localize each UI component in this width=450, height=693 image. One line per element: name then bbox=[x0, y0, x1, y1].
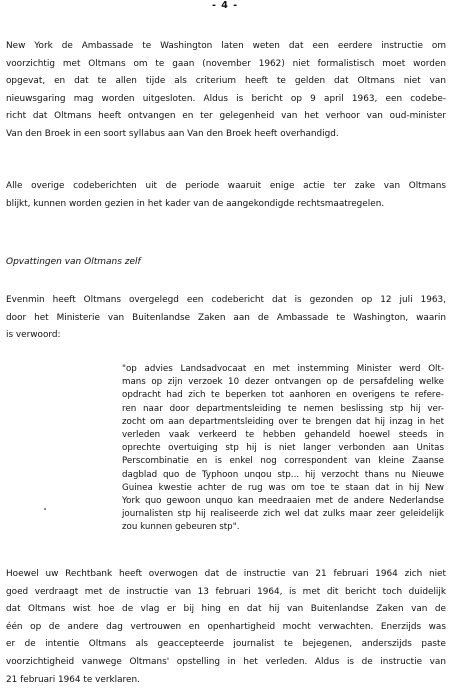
text-line: nieuwsgaring mag worden uitgesloten. Aldus is bericht op 9 april 1963, een codebe- bbox=[6, 93, 446, 104]
text-line: Evenmin heeft Oltmans overgelegd een codebericht dat is gezonden op 12 juli 1963, bbox=[6, 295, 446, 305]
quote-line: zou kunnen gebeuren stp". bbox=[122, 522, 240, 533]
text-line: richt dat Oltmans heeft ontvangen en ter gelegenheid van het verhoor van oud-minister bbox=[6, 111, 446, 122]
text-line: Alle overige codeberichten uit de periode waaruit enige actie ter zake van Oltmans bbox=[6, 181, 446, 191]
quote-line: dagblad quo de Typhoon unqou stp... hij verzocht thans nu Nieuwe bbox=[122, 469, 444, 480]
page-number: - 4 - bbox=[211, 0, 239, 11]
text-line: voorzichtig met Oltmans om te gaan (november 1962) niet formalistisch moet worden bbox=[6, 58, 446, 69]
text-line: is verwoord: bbox=[6, 330, 61, 341]
text-line: dat Oltmans wist hoe de vlag er bij hing en dat hij van Buitenlandse Zaken van de bbox=[6, 604, 446, 615]
quote-line: "op advies Landsadvocaat en met instemming Minister werd Olt- bbox=[122, 364, 444, 374]
quote-line: oprechte overtuiging stp hij is niet langer verbonden aan Unitas bbox=[122, 443, 444, 454]
text-line: Van den Broek in een soort syllabus aan Van den Broek heeft overhandigd. bbox=[6, 128, 339, 139]
text-line: 21 februari 1964 te verklaren. bbox=[6, 674, 140, 685]
quote-line: opdracht had zich te beperken tot aanhoren en overigens te referе- bbox=[122, 390, 444, 401]
text-line: voorzichtigheid vanwege Oltmans' opstelling in het verleden. Aldus is de instructie van bbox=[6, 656, 446, 667]
scan-speck bbox=[44, 508, 46, 510]
quote-line: York quo gewoon unquo kan meedraaien met de andere Nederlandse bbox=[122, 496, 444, 507]
quote-line: journalisten stp hij realiseerde zich wel dat zulks maar zeer geleidelijk bbox=[122, 509, 444, 520]
paragraph-1 bbox=[6, 38, 446, 144]
text-line: Hoewel uw Rechtbank heeft overwogen dat de instructie van 21 februari 1964 zich niet bbox=[6, 569, 446, 579]
quote-line: Perscombinatie en is enkel nog correspondent van kleine Zaanse bbox=[122, 456, 444, 467]
quote-line: ren naar door departmentsleiding te nemen beslissing stp hij ver- bbox=[122, 403, 444, 414]
quote-line: zocht om aan departmentsleiding over te brengen dat hij inzag in het bbox=[122, 416, 444, 427]
text-line: New York de Ambassade te Washington laten weten dat een eerdere instructie om bbox=[6, 41, 446, 51]
text-line: door het Ministerie van Buitenlandse Zaken aan de Ambassade te Washington, waarin bbox=[6, 312, 446, 323]
text-line: goed verdraagt met de instructie van 13 februari 1964, is met dit bericht toch duidelijk bbox=[6, 586, 446, 597]
quote-line: verleden vaak verkeerd te hebben gehandeld hoewel steeds in bbox=[122, 430, 444, 441]
text-line: één op de andere dag vertrouwen en openhartigheid mocht verwachten. Enerzijds was bbox=[6, 621, 446, 632]
text-line: opgevat, en dat te allen tijde als criterium heeft te gelden dat Oltmans niet van bbox=[6, 76, 446, 87]
text-line: er de intentie Oltmans als geaccepteerde journalist te bejegenen, anderszijds paste bbox=[6, 639, 446, 650]
quoted-code-message bbox=[122, 363, 444, 535]
paragraph-2 bbox=[6, 178, 446, 213]
text-line: blijkt, kunnen worden gezien in het kader van de aangekondigde rechtsmaatregelen. bbox=[6, 198, 385, 209]
paragraph-4 bbox=[6, 566, 446, 689]
paragraph-3 bbox=[6, 292, 446, 345]
quote-line: mans op zijn verzoek 10 dezer ontvangen op de persafdeling welke bbox=[122, 377, 444, 388]
section-heading: Opvattingen van Oltmans zelf bbox=[6, 257, 141, 267]
quote-line: Guinea kwestie achter de rug was om toe te staan dat in hij New bbox=[122, 482, 444, 493]
